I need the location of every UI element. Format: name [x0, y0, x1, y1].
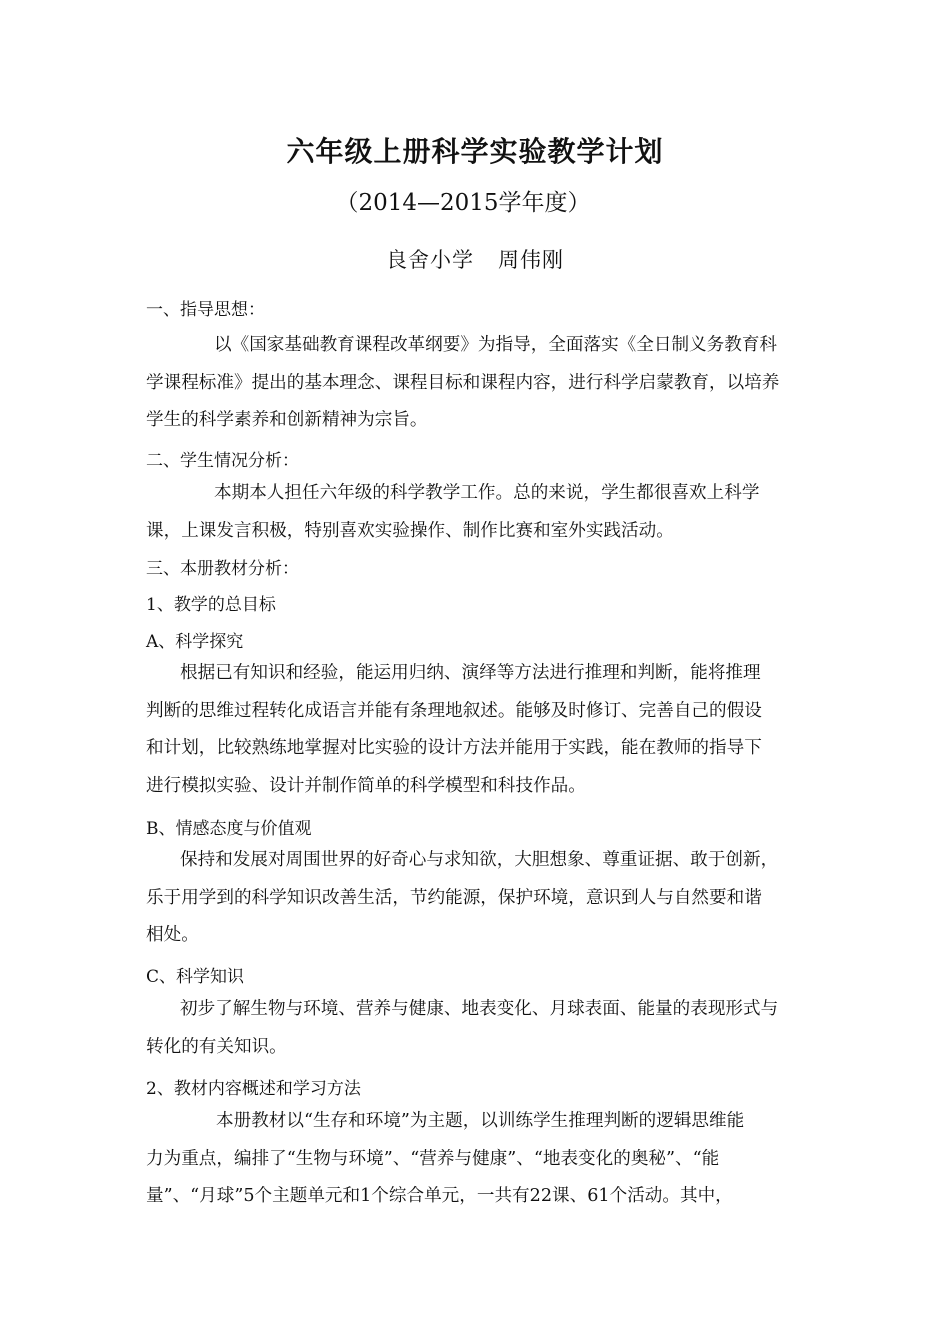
section-heading-textbook-analysis: 三、本册教材分析： — [146, 559, 299, 579]
paragraph-line: 根据已有知识和经验，能运用归纳、演绎等方法进行推理和判断，能将推理 — [180, 663, 761, 683]
paragraph-line: 相处。 — [146, 925, 199, 945]
paragraph-attitudes-values — [146, 842, 808, 955]
paragraph-line: 学课程标准》提出的基本理念、课程目标和课程内容，进行科学启蒙教育，以培养 — [146, 372, 780, 393]
subheading-science-knowledge: C、科学知识 — [146, 967, 245, 987]
author-line — [0, 244, 950, 274]
section-heading-student-analysis: 二、学生情况分析： — [146, 451, 299, 471]
paragraph-student-analysis — [146, 475, 808, 550]
paragraph-line: 学生的科学素养和创新精神为宗旨。 — [146, 410, 428, 430]
paragraph-line: 转化的有关知识。 — [146, 1036, 287, 1057]
paragraph-content-overview — [146, 1103, 808, 1216]
subheading-teaching-goal: 1、教学的总目标 — [146, 595, 276, 615]
paragraph-line: 以《国家基础教育课程改革纲要》为指导，全面落实《全日制义务教育科 — [214, 335, 778, 355]
paragraph-guiding-thought — [146, 327, 808, 440]
paragraph-line: 保持和发展对周围世界的好奇心与求知欲，大胆想象、尊重证据、敢于创新， — [180, 850, 779, 870]
paragraph-science-knowledge — [146, 991, 808, 1066]
paragraph-line: 初步了解生物与环境、营养与健康、地表变化、月球表面、能量的表现形式与 — [180, 999, 779, 1019]
section-heading-guiding-thought: 一、指导思想： — [146, 300, 265, 320]
subheading-science-inquiry: A、科学探究 — [146, 632, 244, 652]
subheading-attitudes-values: B、情感态度与价值观 — [146, 819, 312, 839]
paragraph-line: 课，上课发言积极，特别喜欢实验操作、制作比赛和室外实践活动。 — [146, 520, 674, 541]
paragraph-science-inquiry — [146, 655, 808, 805]
paragraph-line: 本期本人担任六年级的科学教学工作。总的来说，学生都很喜欢上科学 — [214, 483, 760, 503]
paragraph-line: 乐于用学到的科学知识改善生活，节约能源，保护环境，意识到人与自然要和谐 — [146, 887, 762, 908]
paragraph-line: 判断的思维过程转化成语言并能有条理地叙述。能够及时修订、完善自己的假设 — [146, 700, 762, 721]
teacher-name: 周伟刚 — [498, 248, 564, 272]
paragraph-line: 本册教材以“生存和环境”为主题，以训练学生推理判断的逻辑思维能 — [216, 1111, 745, 1131]
paragraph-line: 和计划，比较熟练地掌握对比实验的设计方法并能用于实践，能在教师的指导下 — [146, 738, 762, 758]
paragraph-line: 量”、“月球”5个主题单元和1个综合单元，一共有22课、61个活动。其中， — [146, 1186, 733, 1206]
document-title: 六年级上册科学实验教学计划 — [286, 135, 664, 168]
paragraph-line: 力为重点，编排了“生物与环境”、“营养与健康”、“地表变化的奥秘”、“能 — [146, 1148, 720, 1169]
paragraph-line: 进行模拟实验、设计并制作简单的科学模型和科技作品。 — [146, 775, 586, 796]
subheading-content-overview: 2、教材内容概述和学习方法 — [146, 1079, 361, 1099]
document-subtitle: （2014—2015学年度） — [335, 190, 591, 216]
school-name: 良舍小学 — [386, 248, 474, 272]
